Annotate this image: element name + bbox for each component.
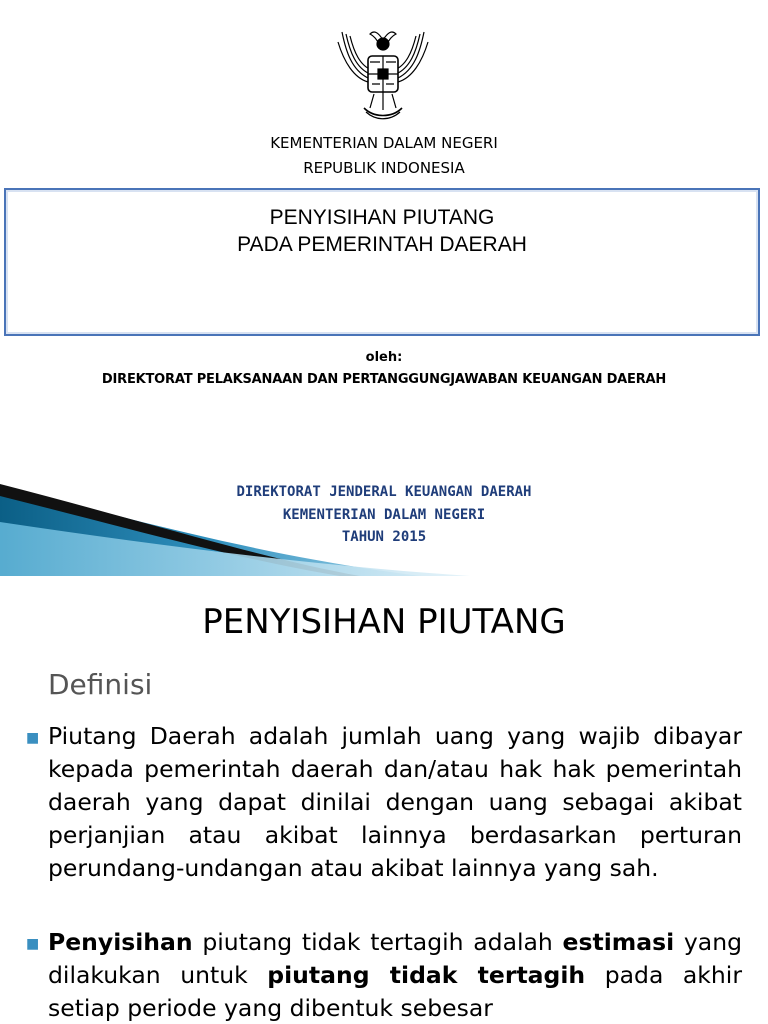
title-line-2: PADA PEMERINTAH DAERAH: [237, 233, 527, 256]
country-name: REPUBLIK INDONESIA: [303, 159, 465, 177]
bullet-text: Piutang Daerah adalah jumlah uang yang wajib dibayar kepada pemerintah daerah dan/atau hak hak pemerintah daerah yang dapat dinilai dengan uang sebagai akibat perjanjian atau akibat lainnya berdasarkan perturan perundang-undangan atau akibat lainnya yang sah.: [48, 722, 742, 882]
bullet-item: [26, 926, 743, 1024]
title-box: [4, 188, 760, 336]
footer-year: TAHUN 2015: [341, 529, 427, 545]
title-line-1: PENYISIHAN PIUTANG: [269, 206, 495, 229]
bullet-emphasis: Penyisihan: [48, 928, 193, 956]
author-directorate: DIREKTORAT PELAKSANAAN DAN PERTANGGUNGJAWABAN KEUANGAN DAERAH: [101, 372, 667, 387]
slide-subtitle: Definisi: [48, 668, 153, 701]
ministry-name: KEMENTERIAN DALAM NEGERI: [270, 134, 498, 152]
square-bullet-icon: ■: [26, 730, 40, 746]
definition-slide: [0, 584, 768, 1024]
bullet-item: [26, 720, 742, 885]
bullet-text: yang dilakukan untuk: [48, 928, 743, 989]
bullet-emphasis: piutang tidak tertagih: [267, 961, 586, 989]
garuda-emblem-icon: [334, 22, 432, 126]
bullet-text: piutang tidak tertagih adalah: [192, 928, 563, 956]
footer-ministry: KEMENTERIAN DALAM NEGERI: [282, 507, 486, 523]
bullet-text: pada akhir setiap periode yang dibentuk sebesar: [48, 961, 742, 1022]
footer-directorate-general: DIREKTORAT JENDERAL KEUANGAN DAERAH: [236, 484, 532, 500]
bullet-emphasis: estimasi: [562, 928, 675, 956]
slide-title: PENYISIHAN PIUTANG: [202, 602, 566, 642]
author-prefix: oleh:: [365, 350, 403, 365]
square-bullet-icon: ■: [26, 936, 40, 952]
